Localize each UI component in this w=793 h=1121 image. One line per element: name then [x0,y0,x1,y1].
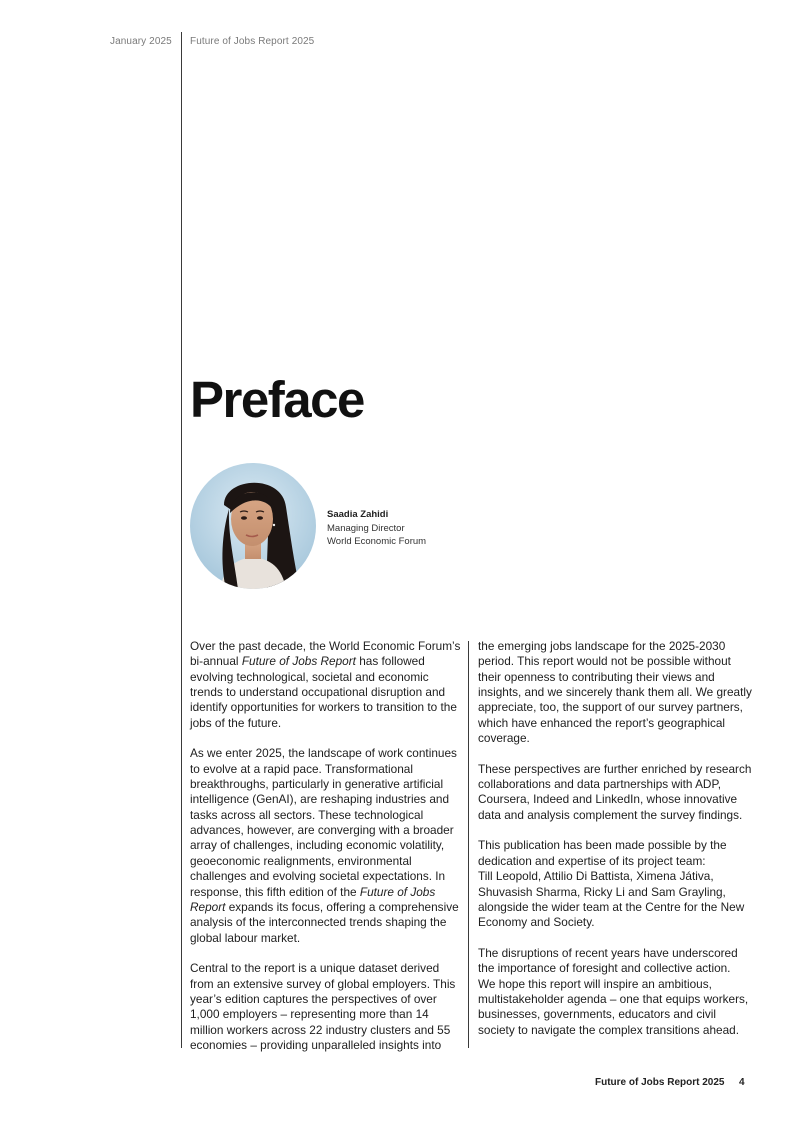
paragraph-line: Over the past decade, the World Economic Forum’s [190,639,461,653]
paragraph-line: appreciate, too, the support of our survey partners, [478,700,743,715]
paragraph-line: evolving technological, societal and economic [190,669,429,684]
body-paragraph [478,639,750,746]
paragraph-line: economies – providing unparalleled insights into [190,1037,442,1052]
paragraph-line: identify opportunities for workers to transition to the [190,700,457,715]
author-portrait [190,463,316,589]
paragraph-line: alongside the wider team at the Centre for the New [478,899,745,914]
paragraph-line: year’s edition captures the perspectives of over [190,991,437,1006]
paragraph-line: data and analysis complement the survey findings. [478,807,743,822]
paragraph-line: advances, however, are converging with a broader [190,823,454,838]
paragraph-line: million workers across 22 industry clusters and 55 [190,1022,451,1037]
left-vertical-rule [181,32,182,1048]
column-divider [468,641,469,1048]
paragraph-line: to evolve at a rapid pace. Transformational [190,761,413,776]
body-paragraph [478,762,750,823]
body-paragraph [190,746,462,945]
author-name: Saadia Zahidi [327,509,389,520]
paragraph-line: analysis of the interconnected trends shaping the [190,915,447,930]
paragraph-line: We hope this report will inspire an ambitious, [478,976,712,991]
body-paragraph [478,946,750,1038]
paragraph-line: jobs of the future. [190,715,282,730]
paragraph-line: insights, and we sincerely thank them all. We greatly [478,685,752,700]
body-column-right [478,639,750,1038]
header-report-title: Future of Jobs Report 2025 [190,36,315,47]
paragraph-line: challenges and evolving societal expectations. In [190,869,446,884]
paragraph-line: breakthroughs, particularly in generative artificial [190,777,444,792]
paragraph-line: response, this fifth edition of the Future of Jobs [190,884,436,899]
paragraph-line: from an extensive survey of global employers. This [190,976,456,991]
paragraph-line: businesses, governments, educators and civil [478,1007,717,1022]
author-organization: World Economic Forum [327,536,427,547]
paragraph-line: coverage. [478,731,530,746]
paragraph-line: This publication has been made possible by the [478,838,727,853]
paragraph-line: society to navigate the complex transitions ahead. [478,1022,739,1037]
paragraph-line: the emerging jobs landscape for the 2025-2030 [478,639,726,653]
paragraph-line: tasks across all sectors. These technological [190,807,424,822]
paragraph-line: intelligence (GenAI), are reshaping industries and [190,792,450,807]
paragraph-line: Coursera, Indeed and LinkedIn, whose innovative [478,792,738,807]
paragraph-line: These perspectives are further enriched by research [478,761,752,776]
page-title: Preface [190,371,364,428]
paragraph-line: global labour market. [190,930,301,945]
body-paragraph [190,961,462,1053]
paragraph-line: bi-annual Future of Jobs Report has followed [190,654,425,669]
paragraph-line: their openness to contributing their views and [478,669,715,684]
paragraph-line: array of challenges, including economic volatility, [190,838,445,853]
paragraph-line: period. This report would not be possible without [478,654,731,669]
paragraph-line: geoeconomic realignments, environmental [190,853,412,868]
paragraph-line: Central to the report is a unique dataset derived [190,961,440,976]
paragraph-line: Shuvasish Sharma, Ricky Li and Sam Grayling, [478,884,726,899]
paragraph-line: 1,000 employers – representing more than 14 [190,1007,429,1022]
footer-report-title: Future of Jobs Report 2025 [595,1077,725,1088]
body-paragraph [190,639,462,731]
author-role: Managing Director [327,522,405,534]
paragraph-line: which have enhanced the report’s geographical [478,715,726,730]
header-date: January 2025 [110,36,172,47]
author-block [327,508,426,549]
paragraph-line: The disruptions of recent years have underscored [478,945,738,960]
paragraph-line: Economy and Society. [478,915,595,930]
paragraph-line: As we enter 2025, the landscape of work continues [190,746,457,761]
paragraph-line: trends to understand occupational disruption and [190,685,446,700]
paragraph-line: the importance of foresight and collective action. [478,961,731,976]
paragraph-line: collaborations and data partnerships with ADP, [478,777,722,792]
paragraph-line: Till Leopold, Attilio Di Battista, Ximena Játiva, [478,869,714,884]
paragraph-line: multistakeholder agenda – one that equips workers, [478,991,749,1006]
paragraph-line: dedication and expertise of its project team: [478,853,706,868]
page-number: 4 [739,1077,745,1088]
body-paragraph [478,838,750,930]
paragraph-line: Report expands its focus, offering a comprehensive [190,899,459,914]
body-column-left [190,639,462,1053]
